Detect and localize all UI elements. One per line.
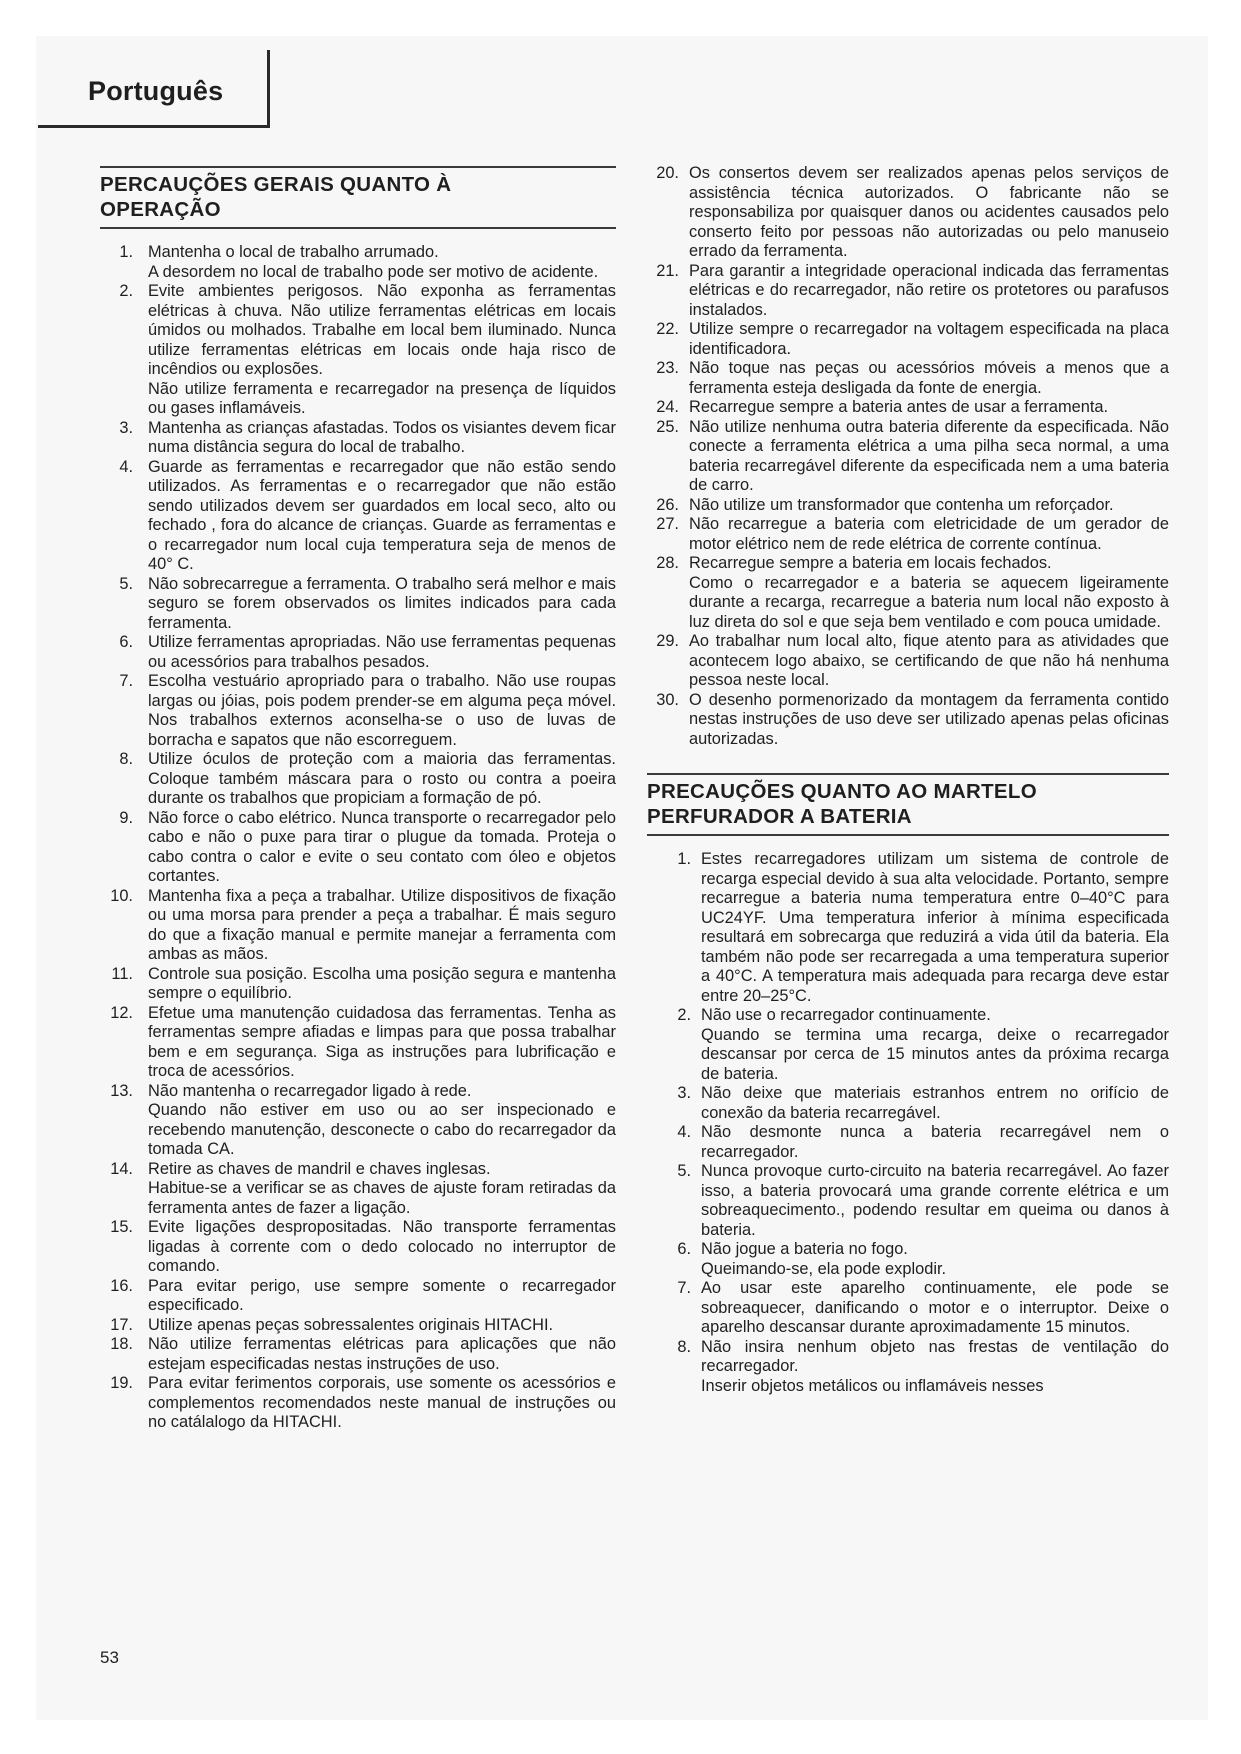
list-item: 10. Mantenha fixa a peça a trabalhar. Utilize dispositivos de fixação ou uma morsa para prender a peça a trabalhar. É mais seguro do que a fixação manual e permite manejar a ferramenta com ambas as mãos.: [110, 886, 616, 963]
list-item: 8. Utilize óculos de proteção com a maioria das ferramentas. Coloque também máscara para o rosto ou contra a poeira durante os trabalhos que propiciam a formação de pó.: [119, 750, 616, 807]
list-item: 25. Não utilize nenhuma outra bateria diferente da especificada. Não conecte a ferramenta elétrica a uma pilha seca normal, a uma bateria recarregável diferente da especificada nem a uma bateria de carro.: [656, 417, 1169, 494]
right-column: [647, 164, 1169, 1396]
list-item: 26. Não utilize um transformador que contenha um reforçador.: [656, 495, 1114, 514]
list-item: 19. Para evitar ferimentos corporais, use somente os acessórios e complementos recomendados neste manual de instruções ou no catálalogo da HITACHI.: [110, 1374, 616, 1431]
section-general-precautions-title: PERCAUÇÕES GERAIS QUANTO À OPERAÇÃO: [100, 173, 452, 221]
list-item: 17. Utilize apenas peças sobressalentes originais HITACHI.: [110, 1315, 554, 1334]
general-precautions-list: [100, 243, 616, 1433]
list-item: 24. Recarregue sempre a bateria antes de usar a ferramenta.: [656, 398, 1109, 416]
list-item: 5. Nunca provoque curto-circuito na bateria recarregável. Ao fazer isso, a bateria provocará uma grande corrente elétrica e um sobreaquecimento., podendo resultar em queima ou danos à bateria.: [677, 1162, 1169, 1239]
list-item: 1. Mantenha o local de trabalho arrumado. A desordem no local de trabalho pode ser motivo de acidente.: [119, 243, 599, 281]
section-hammer-drill: [647, 773, 1169, 1396]
list-item: 5. Não sobrecarregue a ferramenta. O trabalho será melhor e mais seguro se forem observados os limites indicados para cada ferramenta.: [119, 574, 616, 632]
page-number: 53: [100, 1648, 119, 1667]
list-item: 9. Não force o cabo elétrico. Nunca transporte o recarregador pelo cabo e não o puxe para tirar o plugue da tomada. Proteja o cabo contra o calor e evite o seu contato com óleo e objetos cortantes.: [119, 808, 616, 885]
list-item: 2. Evite ambientes perigosos. Não exponha as ferramentas elétricas à chuva. Não utilize ferramentas elétricas em locais úmidos ou molhados. Trabalhe em local bem iluminado. Nunca utilize ferramentas elétricas em locais onde haja risco de incêndios ou explosões. Não utilize ferramenta e recarregador na presença de líquidos ou gases inflamáveis.: [119, 282, 616, 417]
general-precautions-list-continued: [647, 164, 1169, 749]
list-item: 7. Escolha vestuário apropriado para o trabalho. Não use roupas largas ou jóias, pois podem prender-se em alguma peça móvel. Nos trabalhos externos aconselha-se o uso de luvas de borracha e sapatos que não escorreguem.: [119, 672, 616, 749]
list-item: 21. Para garantir a integridade operacional indicada das ferramentas elétricas e do recarregador, não retire os protetores ou parafusos instalados.: [656, 261, 1169, 319]
list-item: 15. Evite ligações despropositadas. Não transporte ferramentas ligadas à corrente com o dedo colocado no interruptor de comando.: [110, 1218, 616, 1275]
list-item: 18. Não utilize ferramentas elétricas para aplicações que não estejam especificadas nestas instruções de uso.: [110, 1335, 616, 1373]
list-item: 4. Não desmonte nunca a bateria recarregável nem o recarregador.: [677, 1123, 1169, 1161]
list-item: 12. Efetue uma manutenção cuidadosa das ferramentas. Tenha as ferramentas sempre afiadas e limpas para que possa trabalhar bem e em segurança. Siga as instruções para lubrificação e troca de acessórios.: [110, 1003, 616, 1080]
section-general-precautions-header: [100, 166, 616, 229]
list-item: 4. Guarde as ferramentas e recarregador que não estão sendo utilizados. As ferramentas e o recarregador que não estão sendo utilizados devem ser guardados em local seco, alto ou fechado , fora do alcance de crianças. Guarde as ferramentas e o recarregador num local cuja temperatura seja de menos de 40° C.: [119, 457, 616, 573]
list-item: 7. Ao usar este aparelho continuamente, ele pode se sobreaquecer, danificando o motor e o interruptor. Deixe o aparelho descansar durante aproximadamente 15 minutos.: [677, 1279, 1169, 1336]
list-item: 8. Não insira nenhum objeto nas frestas de ventilação do recarregador. Inserir objetos metálicos ou inflamáveis nesses: [677, 1337, 1169, 1395]
list-item: 11. Controle sua posição. Escolha uma posição segura e mantenha sempre o equilíbrio.: [111, 964, 616, 1002]
list-item: 3. Mantenha as crianças afastadas. Todos os visiantes devem ficar numa distância segura do local de trabalho.: [119, 418, 616, 456]
section-hammer-drill-header: [647, 773, 1169, 836]
list-item: 2. Não use o recarregador continuamente. Quando se termina uma recarga, deixe o recarregador descansar por cerca de 15 minutos antes da próxima recarga de bateria.: [677, 1006, 1169, 1083]
language-tab: [38, 50, 270, 128]
left-column: [100, 166, 616, 1433]
list-item: 22. Utilize sempre o recarregador na voltagem especificada na placa identificadora.: [656, 320, 1169, 358]
section-hammer-drill-title: PRECAUÇÕES QUANTO AO MARTELO PERFURADOR A BATERIA: [647, 780, 1037, 828]
language-label: Português: [88, 76, 224, 106]
list-item: 1. Estes recarregadores utilizam um sistema de controle de recarga especial devido à sua alta velocidade. Portanto, sempre recarregue a bateria numa temperatura entre 0–40°C para UC24YF. Uma temperatura inferior à mínima especificada resultará em sobrecarga que reduzirá a vida útil da bateria. Ela também não pode ser recarregada a uma temperatura superior a 40°C. A temperatura mais adequada para recarga deve estar entre 20–25°C.: [677, 850, 1169, 1005]
hammer-drill-precautions-list: [647, 850, 1169, 1396]
list-item: 6. Utilize ferramentas apropriadas. Não use ferramentas pequenas ou acessórios para trabalhos pesados.: [119, 633, 616, 671]
list-item: 6. Não jogue a bateria no fogo. Queimando-se, ela pode explodir.: [677, 1240, 947, 1278]
list-item: 28. Recarregue sempre a bateria em locais fechados. Como o recarregador e a bateria se aquecem ligeiramente durante a recarga, recarregue a bateria num local não exposto à luz direta do sol e que seja bem ventilado e com pouca umidade.: [656, 554, 1169, 631]
list-item: 27. Não recarregue a bateria com eletricidade de um gerador de motor elétrico nem de rede elétrica de corrente contínua.: [656, 515, 1169, 553]
list-item: 20. Os consertos devem ser realizados apenas pelos serviços de assistência técnica autorizados. O fabricante não se responsabiliza por quaisquer danos ou acidentes causados pelo conserto feito por pessoas não autorizadas ou pelo manuseio errado da ferramenta.: [656, 164, 1169, 260]
list-item: 3. Não deixe que materiais estranhos entrem no orifício de conexão da bateria recarregável.: [677, 1084, 1169, 1122]
list-item: 13. Não mantenha o recarregador ligado à rede. Quando não estiver em uso ou ao ser inspecionado e recebendo manutenção, desconecte o cabo do recarregador da tomada CA.: [110, 1081, 616, 1158]
list-item: 29. Ao trabalhar num local alto, fique atento para as atividades que acontecem logo abaixo, se certificando de que não há nenhuma pessoa neste local.: [656, 632, 1169, 689]
list-item: 23. Não toque nas peças ou acessórios móveis a menos que a ferramenta esteja desligada da fonte de energia.: [656, 359, 1169, 397]
list-item: 30. O desenho pormenorizado da montagem da ferramenta contido nestas instruções de uso deve ser utilizado apenas pelas oficinas autorizadas.: [656, 690, 1169, 748]
list-item: 14. Retire as chaves de mandril e chaves inglesas. Habitue-se a verificar se as chaves de ajuste foram retiradas da ferramenta antes de fazer a ligação.: [110, 1159, 616, 1217]
list-item: 16. Para evitar perigo, use sempre somente o recarregador especificado.: [110, 1276, 616, 1314]
